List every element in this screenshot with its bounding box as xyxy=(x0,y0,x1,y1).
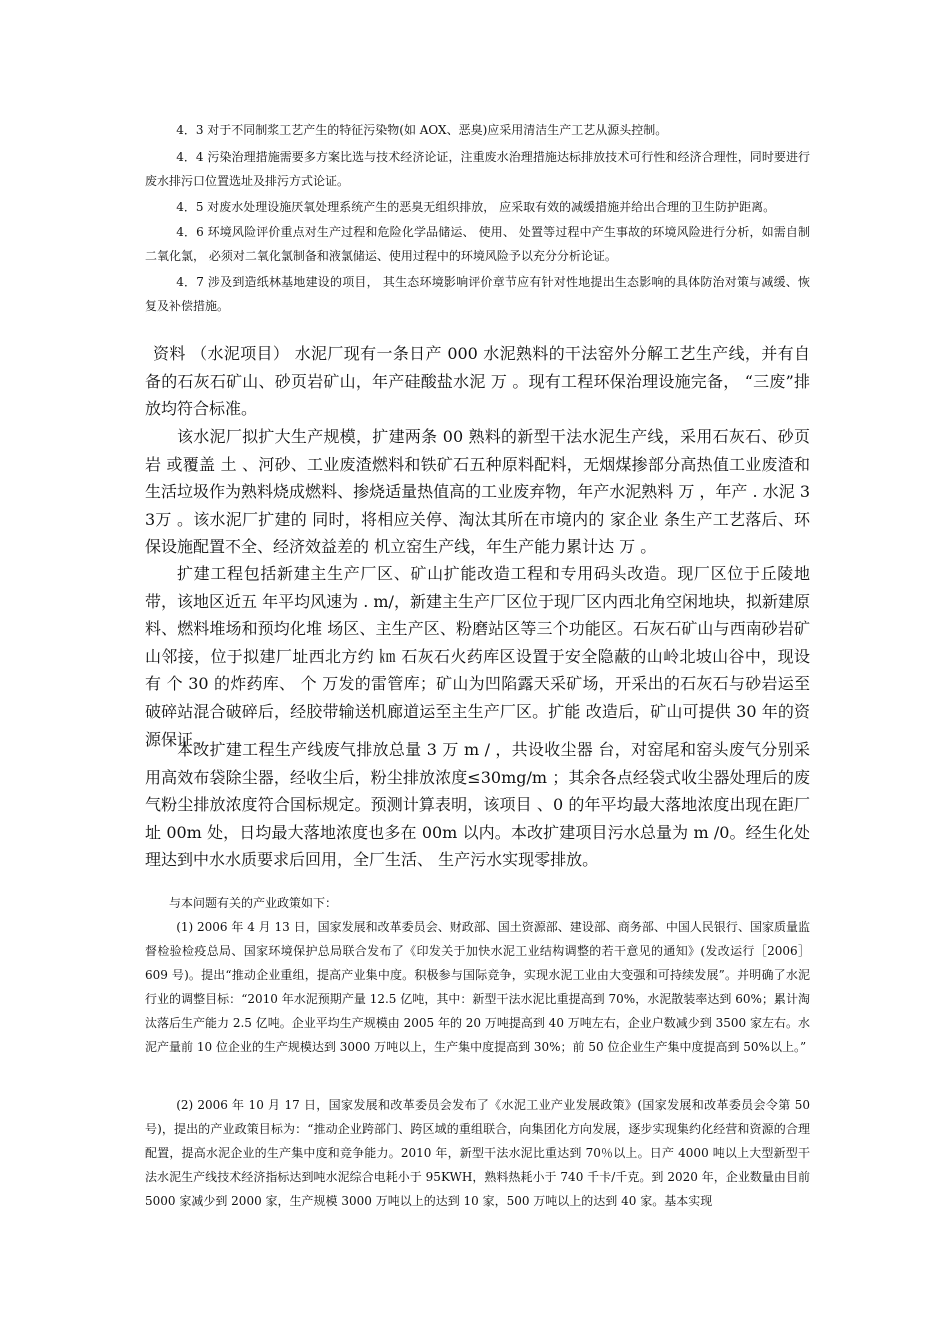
guideline-4-3: 4．3 对于不同制浆工艺产生的特征污染物(如 AOX、恶臭)应采用清洁生产工艺从源头控制。 xyxy=(176,123,668,137)
guideline-4-4: 4．4 污染治理措施需要多方案比选与技术经济论证，注重废水治理措施达标排放技术可行性和经济合理性，同时要进行废水排污口位置选址及排污方式论证。 xyxy=(145,150,810,188)
guideline-4-7: 4．7 涉及到造纸林基地建设的项目， 其生态环境影响评价章节应有针对性地提出生态影响的具体防治对策与减缓、恢复及补偿措施。 xyxy=(145,275,810,313)
policy-item-2: (2) 2006 年 10 月 17 日，国家发展和改革委员会发布了《水泥工业产业发展政策》(国家发展和改革委员会令第 50 号)，提出的产业政策目标为：“推动企业跨部门、跨区域的重组联合，向集团化方向发展，逐步实现集约化经营和资源的合理配置，提高水泥企业的生产集中度和竞争能力。2010 年，新型干法水泥比重达到 70％以上。日产 4000 吨以上大型新型干法水泥生产线技术经济指标达到吨水泥综合电耗小于 95KWH，熟料热耗小于 740 千卡/千克。到 2020 年，企业数量由目前 5000 家减少到 2000 家，生产规模 3000 万吨以上的达到 10 家，500 万吨以上的达到 40 家。基本实现 xyxy=(145,1098,810,1208)
guideline-4-6: 4．6 环境风险评价重点对生产过程和危险化学品储运、 使用、 处置等过程中产生事故的环境风险进行分析，如需自制二氧化氯， 必须对二氧化氯制备和液氯储运、使用过程中的环境风险予以充分分析论证。 xyxy=(145,225,810,263)
policy-intro: 与本问题有关的产业政策如下： xyxy=(169,896,338,910)
case-paragraph-expansion: 该水泥厂拟扩大生产规模，扩建两条 00 熟料的新型干法水泥生产线，采用石灰石、砂页岩 或覆盖 土 、河砂、工业废渣燃料和铁矿石五种原料配料，无烟煤掺部分高热值工业废渣和生活垃圾作为熟料烧成燃料、掺烧适量热值高的工业废弃物，年产水泥熟料 万 ，年产 . 水泥 3 3万 。该水泥厂扩建的 同时，将相应关停、淘汰其所在市境内的 家企业 条生产工艺落后、环保设施配置不全、经济效益差的 机立窑生产线，年生产能力累计达 万 。 xyxy=(145,427,810,557)
case-paragraph-emissions: 本改扩建工程生产线废气排放总量 3 万 m / ，共设收尘器 台，对窑尾和窑头废气分别采用高效布袋除尘器，经收尘后，粉尘排放浓度≤30mg/m ；其余各点经袋式收尘器处理后的废气粉尘排放浓度符合国标规定。预测计算表明，该项目 、0 的年平均最大落地浓度出现在距厂址 00m 处，日均最大落地浓度也多在 00m 以内。本改扩建项目污水总量为 m /0。经生化处理达到中水水质要求后回用，全厂生活、 生产污水实现零排放。 xyxy=(145,740,810,870)
guideline-4-5: 4．5 对废水处理设施厌氧处理系统产生的恶臭无组织排放， 应采取有效的减缓措施并给出合理的卫生防护距离。 xyxy=(176,200,776,214)
case-paragraph-site: 扩建工程包括新建主生产厂区、矿山扩能改造工程和专用码头改造。现厂区位于丘陵地带，该地区近五 年平均风速为 . m/，新建主生产厂区位于现厂区内西北角空闲地块，拟新建原料、燃料堆场和预均化堆 场区、主生产区、粉磨站区等三个功能区。石灰石矿山与西南砂岩矿山邻接，位于拟建厂址西北方约 ㎞ 石灰石火药库区设置于安全隐蔽的山岭北坡山谷中，现设有 个 30 的炸药库、 个 万发的雷管库；矿山为凹陷露天采矿场，开采出的石灰石与砂岩运至破碎站混合破碎后，经胶带输送机廊道运至主生产厂区。扩能 改造后，矿山可提供 30 年的资源保证。 xyxy=(145,564,810,749)
case-paragraph-intro: 资料 （水泥项目） 水泥厂现有一条日产 000 水泥熟料的干法窑外分解工艺生产线，并有自备的石灰石矿山、砂页岩矿山，年产硅酸盐水泥 万 。现有工程环保治理设施完备， “三废”排放均符合标准。 xyxy=(145,344,810,419)
policy-item-1: (1) 2006 年 4 月 13 日，国家发展和改革委员会、财政部、国土资源部、建设部、商务部、中国人民银行、国家质量监督检验检疫总局、国家环境保护总局联合发布了《印发关于加快水泥工业结构调整的若干意见的通知》(发改运行［2006］609 号)。提出“推动企业重组，提高产业集中度。积极参与国际竞争，实现水泥工业由大变强和可持续发展”。并明确了水泥行业的调整目标：“2010 年水泥预期产量 12.5 亿吨，其中：新型干法水泥比重提高到 70%，水泥散装率达到 60%；累计淘汰落后生产能力 2.5 亿吨。企业平均生产规模由 2005 年的 20 万吨提高到 40 万吨左右，企业户数减少到 3500 家左右。水泥产量前 10 位企业的生产规模达到 3000 万吨以上，生产集中度提高到 30%；前 50 位企业生产集中度提高到 50%以上。” xyxy=(145,920,810,1054)
